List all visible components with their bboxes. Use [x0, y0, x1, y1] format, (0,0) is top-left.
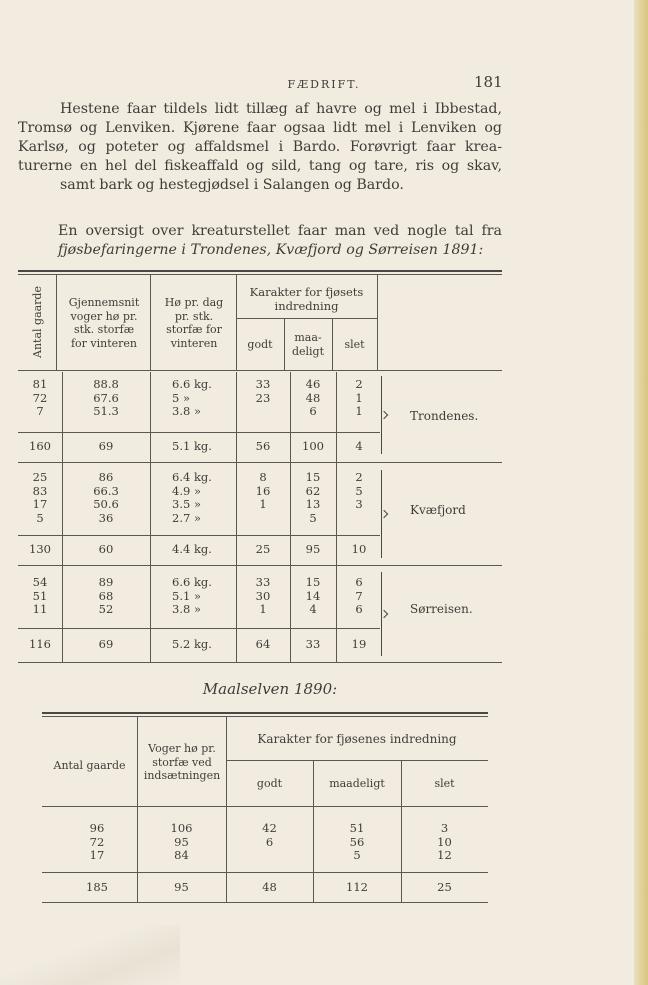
table-bottom-rule	[18, 662, 502, 663]
table-cell-ho: 6.6 kg. 5.1 » 3.8 »	[172, 575, 212, 616]
header-ho-pr-dag: Hø pr. dag pr. stk. storfæ for vinteren	[164, 296, 224, 350]
table-cell-ho: 6.4 kg. 4.9 » 3.5 » 2.7 »	[172, 470, 212, 525]
header-karakter: Karakter for fjøsenes indredning	[257, 732, 457, 746]
paragraph-2	[18, 222, 502, 260]
table-cell-gaarde: 54 51 11	[32, 575, 48, 616]
header-voger: Voger hø pr. storfæ ved indsætningen	[143, 742, 221, 782]
total-ho: 5.1 kg.	[172, 439, 212, 453]
table-bottom-rule	[42, 902, 488, 903]
table-title-maalselven: Maalselven 1890:	[202, 680, 338, 698]
table-cell-godt: 8 16 1	[255, 470, 271, 511]
total-maadeligt: 33	[305, 637, 321, 651]
total-ho: 5.2 kg.	[172, 637, 212, 651]
karakter-subheader-rule	[226, 760, 488, 761]
total-voger: 60	[98, 542, 114, 556]
table-cell-godt: 42 6	[262, 821, 277, 849]
total-godt: 48	[262, 880, 277, 894]
page-corner-fold	[0, 925, 180, 985]
table-cell-maadeligt: 46 48 6	[305, 377, 321, 418]
table-cell-voger: 89 68 52	[98, 575, 114, 616]
table-cell-slet: 3 10 12	[437, 821, 452, 862]
table-cell-slet: 2 5 3	[355, 470, 363, 511]
page-edge	[634, 0, 648, 985]
table-top-rule-thin	[42, 716, 488, 717]
header-slet: slet	[344, 338, 365, 351]
table-top-rule	[18, 270, 502, 272]
karakter-subheader-rule	[236, 318, 377, 319]
header-godt: godt	[256, 777, 283, 790]
header-godt: godt	[247, 338, 273, 351]
paragraph-1	[18, 100, 502, 195]
paragraph-2-line-italic: fjøsbefaringerne i Trondenes, Kvæfjord og Sørreisen 1891:	[58, 242, 484, 258]
total-voger: 69	[98, 439, 114, 453]
column-divider	[150, 274, 151, 370]
total-gaarde: 160	[29, 439, 51, 453]
total-voger: 95	[174, 880, 189, 894]
group-brace	[381, 376, 390, 454]
total-ho: 4.4 kg.	[172, 542, 212, 556]
group-rule	[18, 462, 502, 463]
column-divider	[56, 274, 57, 370]
header-antal-gaarde: Antal gaarde	[31, 286, 44, 358]
table-top-rule-thin	[18, 274, 502, 275]
total-gaarde: 185	[86, 880, 108, 894]
table-cell-gaarde: 96 72 17	[89, 821, 105, 862]
header-slet: slet	[434, 777, 455, 790]
running-head: FÆDRIFT.	[287, 78, 361, 91]
table-cell-slet: 6 7 6	[355, 575, 363, 616]
table-cell-maadeligt: 15 14 4	[305, 575, 321, 616]
total-maadeligt: 95	[305, 542, 321, 556]
paragraph-1-line: samt bark og hestegjødsel i Salangen og Bardo.	[60, 177, 404, 193]
subtotal-rule	[18, 535, 380, 536]
region-label-soerreisen: Sørreisen.	[410, 602, 473, 616]
table-cell-godt: 33 30 1	[255, 575, 271, 616]
total-maadeligt: 100	[302, 439, 324, 453]
total-voger: 69	[98, 637, 114, 651]
total-slet: 25	[437, 880, 452, 894]
table-cell-maadeligt: 15 62 13 5	[305, 470, 321, 525]
region-label-trondenes: Trondenes.	[410, 409, 479, 423]
total-slet: 4	[355, 439, 363, 453]
total-slet: 10	[351, 542, 367, 556]
subtotal-rule	[18, 432, 380, 433]
page-number: 181	[474, 73, 503, 91]
paragraph-1-line: og Karlsø, og poteter og affaldsmel i Bardo. Forøvrigt faar krea-	[18, 120, 502, 155]
paragraph-2-line: En oversigt over kreaturstellet faar man ved nogle tal fra	[58, 223, 502, 239]
header-antal-gaarde: Antal gaarde	[53, 759, 126, 772]
paragraph-1-line: turerne en hel del fiskeaffald og sild, tang og tare, ris og skav,	[18, 158, 502, 174]
total-gaarde: 116	[29, 637, 51, 651]
subtotal-rule	[18, 628, 380, 629]
header-karakter: Karakter for fjøsets indredning	[249, 285, 364, 313]
total-maadeligt: 112	[346, 880, 368, 894]
header-gjennemsnit: Gjennemsnit voger hø pr. stk. storfæ for vinteren	[68, 296, 140, 350]
column-divider	[377, 274, 378, 370]
total-godt: 56	[255, 439, 271, 453]
group-brace	[381, 572, 390, 656]
table-cell-godt: 33 23	[255, 377, 271, 405]
total-gaarde: 130	[29, 542, 51, 556]
table-cell-slet: 2 1 1	[355, 377, 363, 418]
group-brace	[381, 470, 390, 558]
subtotal-rule	[42, 872, 488, 873]
table-cell-gaarde: 25 83 17 5	[32, 470, 48, 525]
region-label-kvaefjord: Kvæfjord	[410, 503, 466, 517]
total-godt: 64	[255, 637, 271, 651]
total-godt: 25	[255, 542, 271, 556]
table-cell-voger: 88.8 67.6 51.3	[93, 377, 119, 418]
table-cell-ho: 6.6 kg. 5 » 3.8 »	[172, 377, 212, 418]
column-divider	[150, 372, 151, 662]
header-maadeligt: maadeligt	[329, 777, 385, 790]
table-cell-gaarde: 81 72 7	[32, 377, 48, 418]
group-rule	[18, 565, 502, 566]
table-top-rule	[42, 712, 488, 714]
total-slet: 19	[351, 637, 367, 651]
table-cell-voger: 106 95 84	[170, 821, 193, 862]
paragraph-1-line: Tromsø og Lenviken. Kjørene faar ogsaa lidt mel i Lenviken	[18, 120, 477, 136]
header-bottom-rule	[18, 370, 502, 371]
header-bottom-rule	[42, 806, 488, 807]
table-cell-voger: 86 66.3 50.6 36	[93, 470, 119, 525]
paragraph-1-line: Hestene faar tildels lidt tillæg af havre og mel i Ibbestad,	[60, 101, 502, 117]
table-cell-maadeligt: 51 56 5	[349, 821, 365, 862]
header-maadeligt: maa- deligt	[291, 331, 325, 358]
